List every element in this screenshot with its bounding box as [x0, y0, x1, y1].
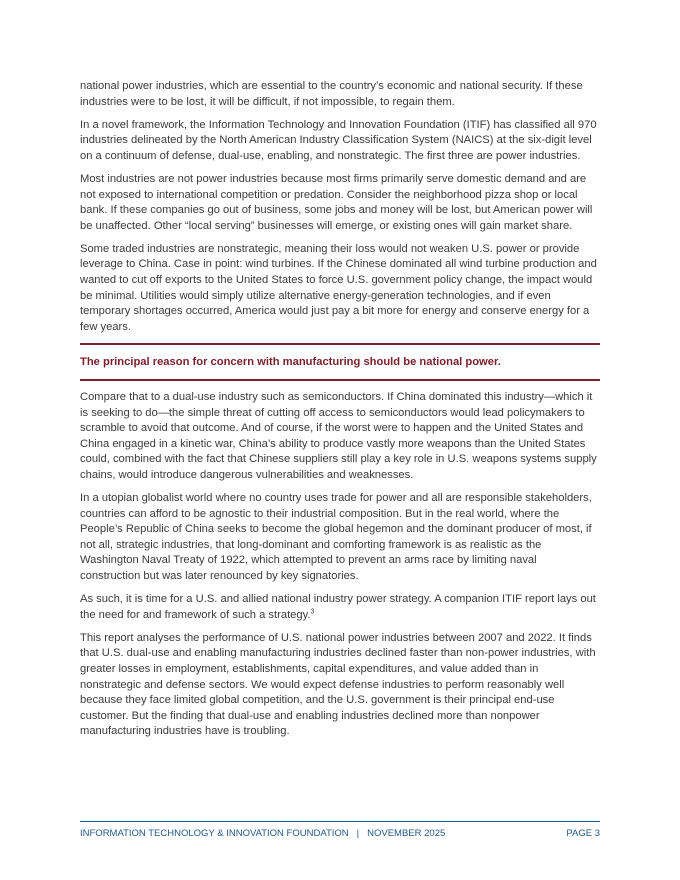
- paragraph-2: In a novel framework, the Information Technology and Innovation Foundation (ITIF) has classified all 970 industries delineated by the North American Industry Classification System (NAICS) at the six-digit level on a continuum of defense, dual-use, enabling, and nonstrategic. The first three are power industries.: [80, 118, 597, 162]
- paragraph-7-text: As such, it is time for a U.S. and allied national industry power strategy. A companion ITIF report lays out the need for and framework of such a strategy.: [80, 593, 596, 621]
- page-number: PAGE 3: [566, 828, 600, 839]
- footer-org: INFORMATION TECHNOLOGY & INNOVATION FOUNDATION: [80, 828, 349, 839]
- paragraph-7: [80, 592, 600, 623]
- page-footer: [80, 821, 600, 839]
- paragraph-5: Compare that to a dual-use industry such as semiconductors. If China dominated this industry—which it is seeking to do—the simple threat of cutting off access to semiconductors would lead policymakers to scramble to avoid that outcome. And of course, if the worst were to happen and the United States and China engaged in a kinetic war, China’s ability to produce vastly more weapons than the United States could, combined with the fact that Chinese suppliers still play a key role in U.S. weapons systems supply chains, would introduce dangerous vulnerabilities and weaknesses.: [80, 390, 597, 481]
- paragraph-6: In a utopian globalist world where no country uses trade for power and all are responsible stakeholders, countries can afford to be agnostic to their industrial composition. But in the real world, where the People’s Republic of China seeks to become the global hegemon and the dominant producer of most, if not all, strategic industries, that long-dominant and comforting framework is as realistic as the Washington Naval Treaty of 1922, which attempted to prevent an arms race by limiting naval construction but was later renounced by key signatories.: [80, 491, 592, 582]
- paragraph-8: This report analyses the performance of U.S. national power industries between 2007 and 2022. It finds that U.S. dual-use and enabling manufacturing industries declined faster than non-power industries, with greater losses in employment, establishments, capital expenditures, and value added than in nonstrategic and defense sectors. We would expect defense industries to perform reasonably well because they face limited global competition, and the U.S. government is their principal end-use customer. But the finding that dual-use and enabling industries declined more than nonpower manufacturing industries have is troubling.: [80, 631, 596, 738]
- pull-quote-text: The principal reason for concern with manufacturing should be national power.: [80, 355, 501, 368]
- paragraph-1: national power industries, which are essential to the country’s economic and national security. If these industries were to be lost, it will be difficult, if not impossible, to regain them.: [80, 80, 583, 108]
- footer-separator: |: [356, 828, 360, 839]
- document-body: [80, 79, 600, 747]
- footer-left: [80, 828, 445, 839]
- paragraph-3: Most industries are not power industries because most firms primarily serve domestic demand and are not exposed to international competition or predation. Consider the neighborhood pizza shop or local bank. If these companies go out of business, some jobs and money will be lost, but American power will be unaffected. Other “local serving” businesses will emerge, or existing ones will gain market share.: [80, 172, 593, 232]
- paragraph-4: Some traded industries are nonstrategic, meaning their loss would not weaken U.S. power or provide leverage to China. Case in point: wind turbines. If the Chinese dominated all wind turbine production and wanted to cut off exports to the United States to force U.S. government policy change, the impact would be minimal. Utilities would simply utilize alternative energy-generation technologies, and if even temporary shortages occurred, America would just pay a bit more for energy and conserve energy for a few years.: [80, 242, 597, 333]
- footnote-ref-3[interactable]: 3: [310, 607, 315, 615]
- footer-date: NOVEMBER 2025: [367, 828, 446, 839]
- pull-quote: [80, 343, 600, 381]
